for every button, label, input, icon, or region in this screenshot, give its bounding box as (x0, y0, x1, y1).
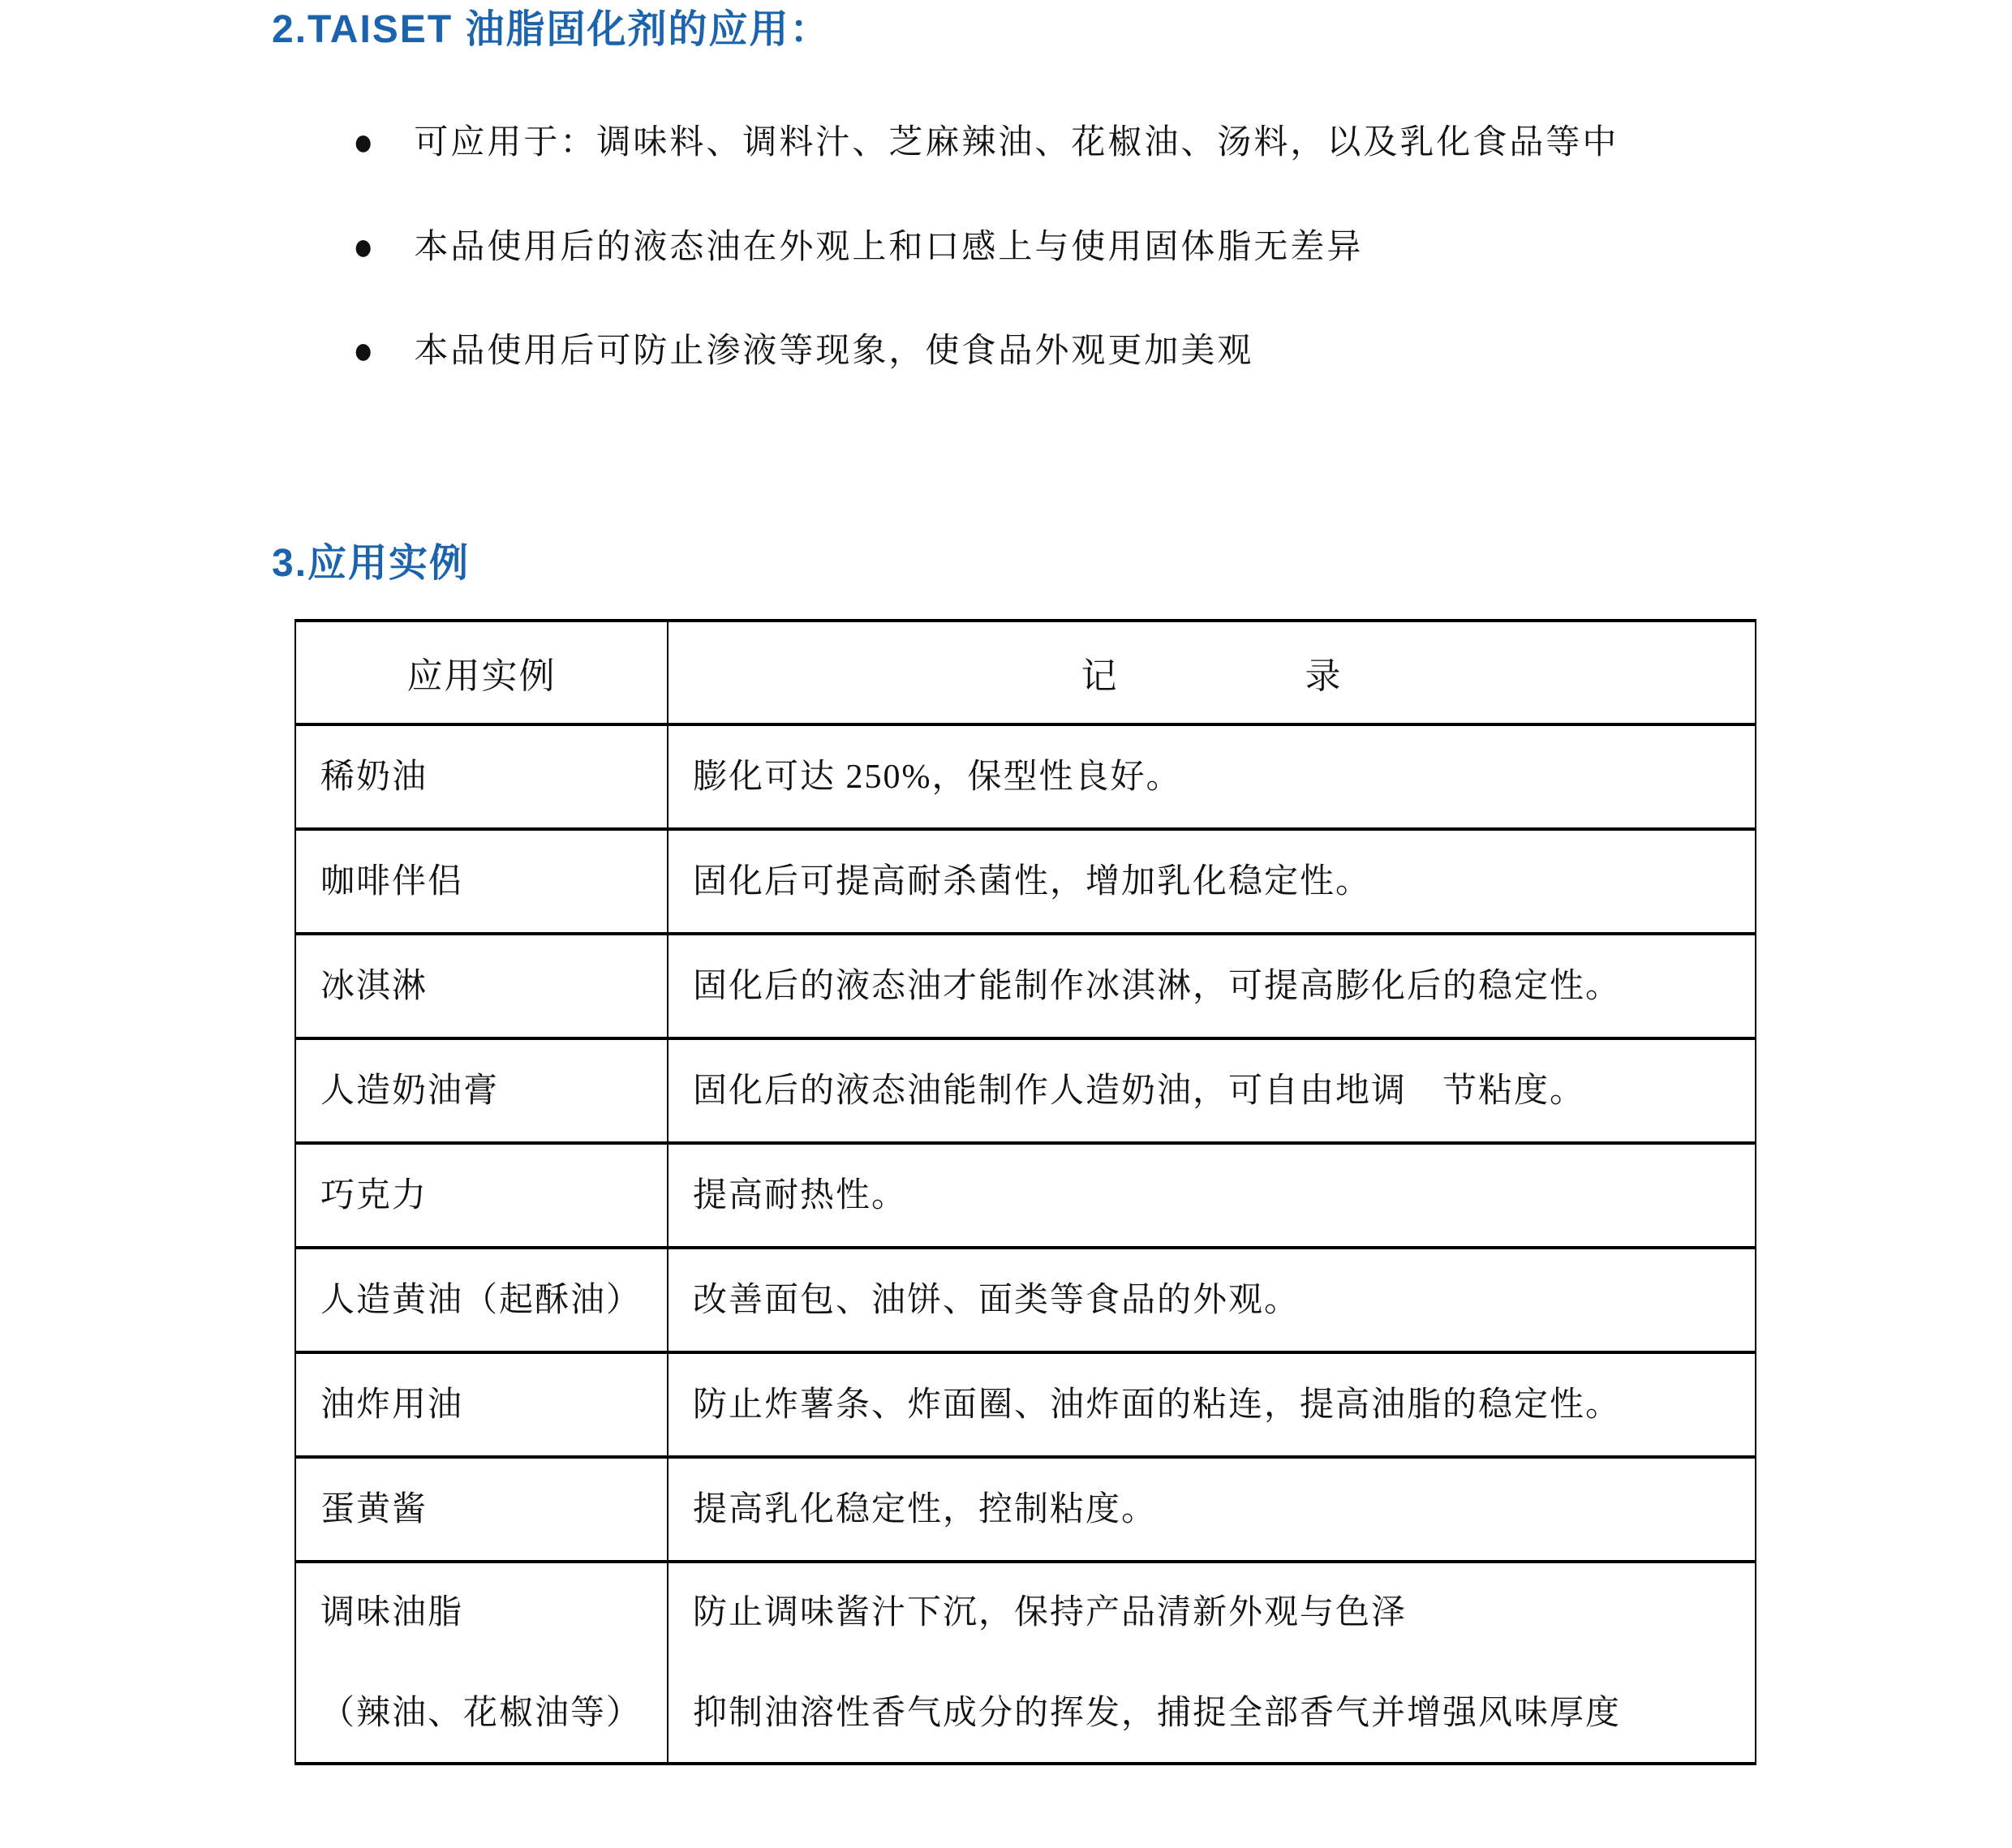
record-line-1: 防止调味酱汁下沉，保持产品清新外观与色泽 (693, 1593, 1408, 1631)
bullet-item-appearance-taste (353, 225, 1363, 270)
record-line-2: 抑制油溶性香气成分的挥发，捕捉全部香气并增强风味厚度 (693, 1694, 1622, 1732)
example-cell: 冰淇淋 (295, 934, 668, 1038)
record-cell: 膨化可达 250%，保型性良好。 (668, 724, 1756, 829)
table-header-row (295, 621, 1756, 724)
bullet-icon: ● (353, 329, 374, 373)
example-cell: 人造黄油（起酥油） (295, 1248, 668, 1352)
example-line-2: （辣油、花椒油等） (320, 1694, 643, 1732)
section-2-heading: 2.TAISET 油脂固化剂的应用： (272, 8, 831, 51)
table-row (295, 1457, 1756, 1562)
bullet-icon: ● (353, 226, 374, 269)
table-row (295, 934, 1756, 1038)
record-cell: 改善面包、油饼、面类等食品的外观。 (668, 1248, 1756, 1352)
bullet-item-leak-prevention (353, 329, 1253, 374)
table-row (295, 829, 1756, 934)
record-cell: 固化后可提高耐杀菌性，增加乳化稳定性。 (668, 829, 1756, 934)
example-cell: 人造奶油膏 (295, 1038, 668, 1143)
record-cell (668, 1562, 1756, 1764)
application-examples-table (294, 619, 1756, 1765)
example-cell: 咖啡伴侣 (295, 829, 668, 934)
bullet-text: 可应用于：调味料、调料汁、芝麻辣油、花椒油、汤料，以及乳化食品等中 (414, 124, 1619, 161)
example-cell (295, 1562, 668, 1764)
example-cell: 油炸用油 (295, 1352, 668, 1457)
table-row (295, 1038, 1756, 1143)
bullet-text: 本品使用后可防止渗液等现象，使食品外观更加美观 (414, 333, 1254, 370)
record-cell: 提高耐热性。 (668, 1143, 1756, 1248)
bullet-item-applications (353, 120, 1619, 165)
section-3-heading: 3.应用实例 (272, 542, 471, 585)
record-cell: 提高乳化稳定性，控制粘度。 (668, 1457, 1756, 1562)
header-example-column: 应用实例 (295, 621, 668, 724)
record-cell: 固化后的液态油能制作人造奶油，可自由地调 节粘度。 (668, 1038, 1756, 1143)
table-row (295, 1352, 1756, 1457)
table-row (295, 724, 1756, 829)
table-row (295, 1248, 1756, 1352)
example-cell: 巧克力 (295, 1143, 668, 1248)
table-row (295, 1143, 1756, 1248)
example-cell: 稀奶油 (295, 724, 668, 829)
bullet-text: 本品使用后的液态油在外观上和口感上与使用固体脂无差异 (414, 229, 1364, 266)
table-row (295, 1562, 1756, 1764)
example-cell: 蛋黄酱 (295, 1457, 668, 1562)
bullet-icon: ● (353, 121, 374, 165)
record-cell: 固化后的液态油才能制作冰淇淋，可提高膨化后的稳定性。 (668, 934, 1756, 1038)
header-record-column: 记 录 (668, 621, 1756, 724)
example-line-1: 调味油脂 (320, 1593, 464, 1631)
record-cell: 防止炸薯条、炸面圈、油炸面的粘连，提高油脂的稳定性。 (668, 1352, 1756, 1457)
